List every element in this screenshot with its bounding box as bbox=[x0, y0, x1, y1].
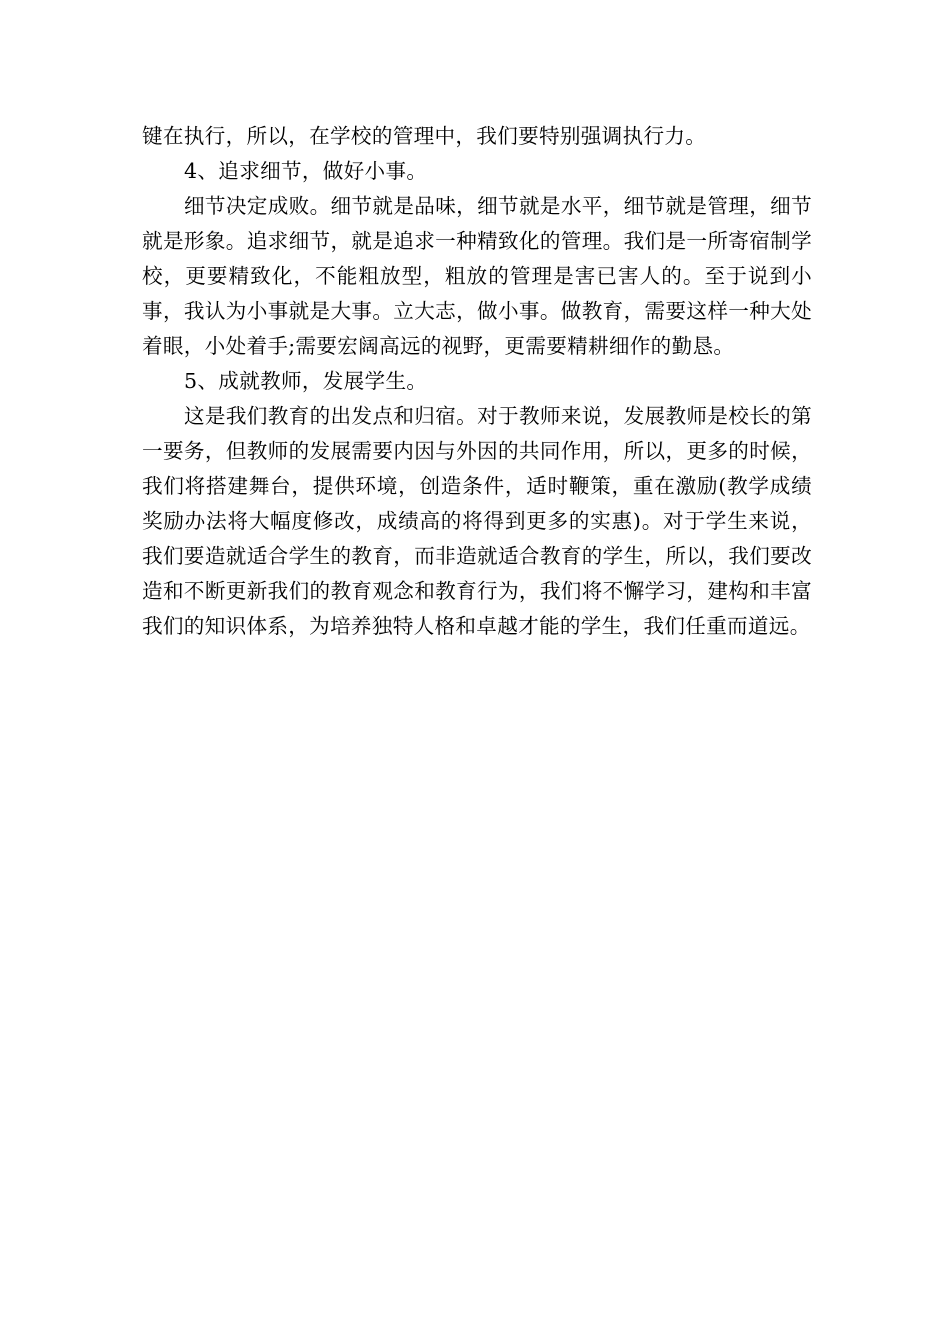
paragraph-execution: 键在执行，所以，在学校的管理中，我们要特别强调执行力。 bbox=[142, 124, 707, 148]
document-body bbox=[142, 119, 812, 644]
heading-4-details: 4、追求细节，做好小事。 bbox=[184, 159, 428, 183]
heading-5-teachers-students: 5、成就教师，发展学生。 bbox=[184, 369, 428, 393]
paragraph-teachers-students: 这是我们教育的出发点和归宿。对于教师来说，发展教师是校长的第一要务，但教师的发展需要内因与外因的共同作用，所以，更多的时候，我们将搭建舞台，提供环境，创造条件，适时鞭策，重在激励(教学成绩奖励办法将大幅度修改，成绩高的将得到更多的实惠)。对于学生来说，我们要造就适合学生的教育，而非造就适合教育的学生，所以，我们要改造和不断更新我们的教育观念和教育行为，我们将不懈学习，建构和丰富我们的知识体系，为培养独特人格和卓越才能的学生，我们任重而道远。 bbox=[142, 404, 812, 638]
paragraph-details: 细节决定成败。细节就是品味，细节就是水平，细节就是管理，细节就是形象。追求细节，就是追求一种精致化的管理。我们是一所寄宿制学校，更要精致化，不能粗放型，粗放的管理是害已害人的。至于说到小事，我认为小事就是大事。立大志，做小事。做教育，需要这样一种大处着眼，小处着手;需要宏阔高远的视野，更需要精耕细作的勤恳。 bbox=[142, 194, 812, 358]
